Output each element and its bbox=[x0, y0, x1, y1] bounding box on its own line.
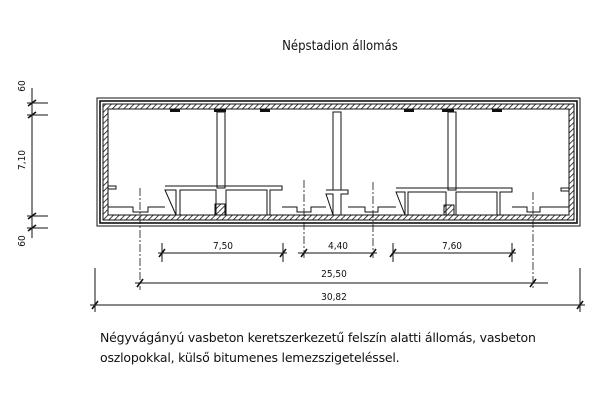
dim-height: 7,10 bbox=[17, 149, 28, 171]
dim-top-slab: 60 bbox=[17, 80, 28, 92]
columns bbox=[217, 112, 456, 190]
vertical-dimensions bbox=[27, 88, 48, 238]
dim-overall-width: 30,82 bbox=[321, 292, 347, 303]
structure-frame bbox=[97, 98, 580, 226]
dim-bottom-slab: 60 bbox=[17, 235, 28, 247]
drawing-title: Népstadion állomás bbox=[282, 39, 398, 54]
caption-line-1: Négyvágányú vasbeton keretszerkezetű felszín alatti állomás, vasbeton bbox=[100, 330, 536, 345]
figure-caption bbox=[100, 328, 580, 368]
dim-track-axes: 25,50 bbox=[321, 269, 347, 280]
dim-right-platform: 7,60 bbox=[441, 241, 463, 252]
dim-center-span: 4,40 bbox=[327, 241, 349, 252]
platforms bbox=[108, 186, 569, 215]
caption-line-2: oszlopokkal, külső bitumenes lemezszigeteléssel. bbox=[100, 350, 400, 365]
dim-left-platform: 7,50 bbox=[212, 241, 234, 252]
